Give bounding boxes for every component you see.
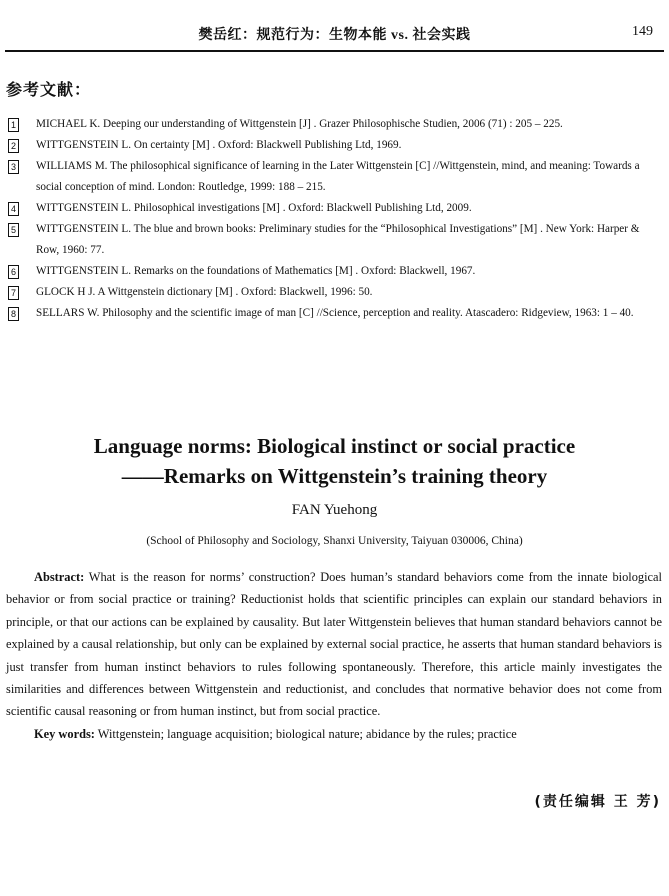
reference-number: 3 [8, 160, 19, 174]
reference-item [6, 114, 662, 135]
header-rule [5, 50, 664, 52]
running-title: 樊岳红：规范行为：生物本能 vs. 社会实践 [198, 28, 471, 43]
reference-number: 2 [8, 139, 19, 153]
reference-number: 7 [8, 286, 19, 300]
references-heading: 参考文献： [6, 80, 92, 99]
running-head [0, 24, 669, 46]
reference-item [6, 282, 662, 303]
reference-item [6, 219, 662, 261]
reference-number: 8 [8, 307, 19, 321]
reference-text: GLOCK H J. A Wittgenstein dictionary [M] . Oxford: Blackwell, 1996: 50. [36, 286, 373, 298]
reference-item [6, 156, 662, 198]
title-line-1: Language norms: Biological instinct or social practice [93, 434, 576, 458]
abstract-label: Abstract: [34, 570, 85, 584]
author-name: FAN Yuehong [291, 502, 378, 518]
reference-number: 5 [8, 223, 19, 237]
reference-text: WITTGENSTEIN L. Remarks on the foundations of Mathematics [M] . Oxford: Blackwell, 1967. [36, 265, 476, 277]
abstract-section [6, 566, 662, 745]
reference-item [6, 135, 662, 156]
reference-number: 4 [8, 202, 19, 216]
article-title [0, 431, 669, 491]
reference-item [6, 303, 662, 324]
page-number: 149 [632, 24, 653, 39]
reference-text: WITTGENSTEIN L. On certainty [M] . Oxford: Blackwell Publishing Ltd, 1969. [36, 139, 402, 151]
reference-text: SELLARS W. Philosophy and the scientific image of man [C] //Science, perception and reality. Atascadero: Ridgeview, 1963: 1 – 40. [36, 307, 634, 319]
keywords-label: Key words: [34, 726, 95, 741]
reference-text: WILLIAMS M. The philosophical significance of learning in the Later Wittgenstein [C] //Wittgenstein, mind, and meaning: Towards a social conception of mind. London: Routledge, 1999: 188 – 215. [36, 160, 640, 193]
reference-text: MICHAEL K. Deeping our understanding of Wittgenstein [J] . Grazer Philosophische Studien, 2006 (71) : 205 – 225. [36, 118, 563, 130]
reference-text: WITTGENSTEIN L. The blue and brown books: Preliminary studies for the “Philosophical Investigations” [M] . New York: Harper & Row, 1960: 77. [36, 223, 640, 256]
author-affiliation: (School of Philosophy and Sociology, Shanxi University, Taiyuan 030006, China) [146, 535, 523, 547]
abstract-paragraph [6, 566, 662, 723]
abstract-text: What is the reason for norms’ construction? Does human’s standard behaviors come from the innate biological behavior or from social practice or training? Reductionist holds that scientific principles can explain our standard behaviors in principle, or that our actions can be explained by causality. But later Wittgenstein believes that human standard behaviors cannot be explained by a causal relationship, but only can be explained by external social practice, he asserts that human standard behaviors is just transfer from human instinct behaviors to rules following spontaneously. Therefore, this article mainly investigates the similarities and differences between Wittgenstein and reductionist, and concludes that normative behavior does not come from scientific causal reasoning or from human instinct, but from social practice. [6, 570, 662, 719]
reference-item [6, 198, 662, 219]
reference-text: WITTGENSTEIN L. Philosophical investigations [M] . Oxford: Blackwell Publishing Ltd, 2009. [36, 202, 472, 214]
keywords-paragraph [6, 723, 662, 745]
reference-item [6, 261, 662, 282]
reference-list [6, 114, 662, 324]
title-line-2: ——Remarks on Wittgenstein’s training theory [121, 464, 548, 488]
reference-number: 1 [8, 118, 19, 132]
responsible-editor: (责任编辑 王 芳) [534, 794, 661, 810]
reference-number: 6 [8, 265, 19, 279]
keywords-text: Wittgenstein; language acquisition; biological nature; abidance by the rules; practice [94, 726, 517, 741]
